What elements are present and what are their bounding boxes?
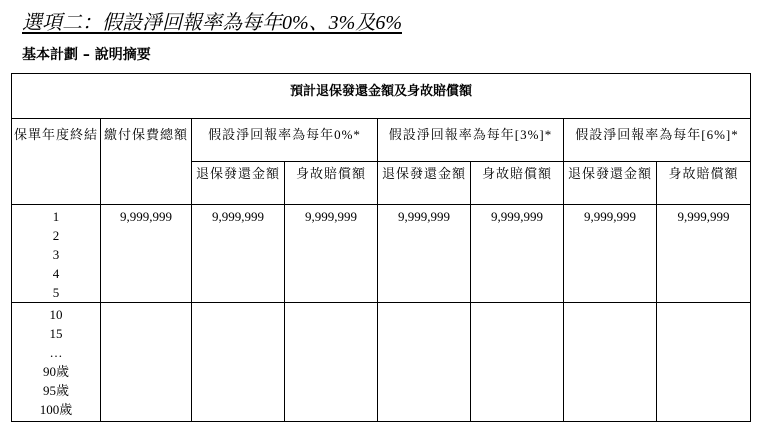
year-cell — [12, 303, 101, 422]
table-main-header: 預計退保發還金額及身故賠償額 — [12, 74, 751, 119]
year-label: 10 — [49, 307, 63, 322]
col-header-policy-year: 保單年度終結 — [12, 119, 101, 205]
col-header-death-3: 身故賠償額 — [471, 162, 564, 205]
value-cell: 9,999,999 — [657, 205, 751, 303]
year-label: 1 — [52, 209, 60, 224]
col-header-total-premium: 繳付保費總額 — [101, 119, 192, 205]
year-label: 95歲 — [42, 383, 69, 398]
table-row — [12, 303, 751, 422]
year-label: … — [49, 345, 63, 360]
value-cell — [657, 303, 751, 422]
year-label: 3 — [52, 247, 60, 262]
col-header-scenario-6: 假設淨回報率為每年[6%]* — [564, 119, 751, 162]
value-cell: 9,999,999 — [378, 205, 471, 303]
year-label: 15 — [49, 326, 63, 341]
year-label: 100歲 — [39, 402, 73, 417]
year-label: 90歲 — [42, 364, 69, 379]
year-cell — [12, 205, 101, 303]
table-row — [12, 205, 751, 303]
section-subtitle: 基本計劃 – 說明摘要 — [22, 47, 151, 63]
col-header-scenario-3: 假設淨回報率為每年[3%]* — [378, 119, 564, 162]
col-header-scenario-0: 假設淨回報率為每年0%* — [192, 119, 378, 162]
col-header-surrender-0: 退保發還金額 — [192, 162, 285, 205]
summary-table — [11, 73, 751, 422]
value-cell — [378, 303, 471, 422]
page-title: 選項二：假設淨回報率為每年0%、3%及6% — [22, 12, 402, 34]
value-cell — [101, 303, 192, 422]
value-cell — [564, 303, 657, 422]
year-label: 2 — [52, 228, 60, 243]
value-cell: 9,999,999 — [101, 205, 192, 303]
value-cell — [192, 303, 285, 422]
col-header-death-0: 身故賠償額 — [285, 162, 378, 205]
value-cell: 9,999,999 — [471, 205, 564, 303]
col-header-surrender-3: 退保發還金額 — [378, 162, 471, 205]
value-cell — [285, 303, 378, 422]
col-header-death-6: 身故賠償額 — [657, 162, 751, 205]
year-label: 4 — [52, 266, 60, 281]
col-header-surrender-6: 退保發還金額 — [564, 162, 657, 205]
value-cell: 9,999,999 — [285, 205, 378, 303]
value-cell — [471, 303, 564, 422]
value-cell: 9,999,999 — [192, 205, 285, 303]
year-label: 5 — [52, 285, 60, 300]
value-cell: 9,999,999 — [564, 205, 657, 303]
